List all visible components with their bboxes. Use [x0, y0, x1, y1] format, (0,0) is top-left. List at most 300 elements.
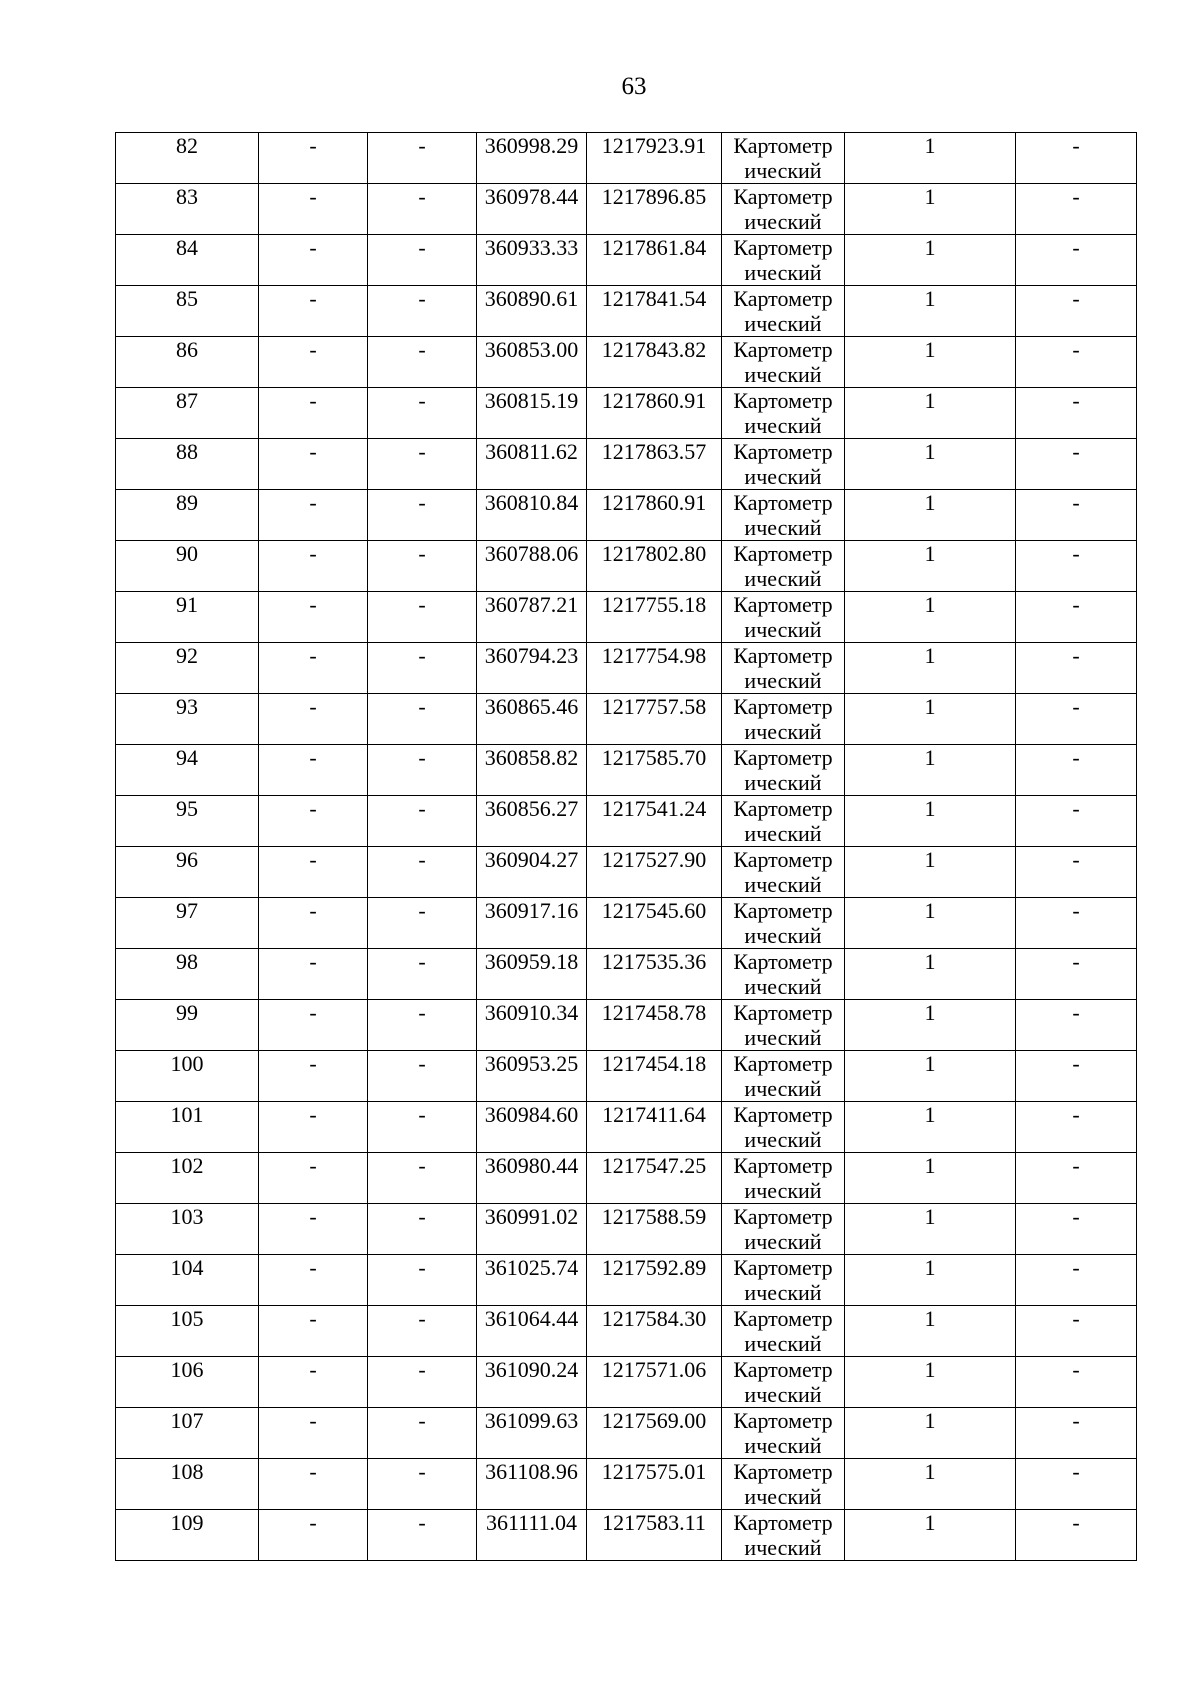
note-cell-text: - [1072, 694, 1080, 719]
accuracy-cell-text: 1 [924, 337, 936, 362]
accuracy-cell [845, 1000, 1016, 1051]
old-y-cell [368, 490, 477, 541]
old-y-cell [368, 235, 477, 286]
table-row [116, 949, 1137, 1000]
point-number-cell-text: 97 [176, 898, 198, 923]
x-coordinate-cell-text: 360984.60 [484, 1102, 579, 1127]
x-coordinate-cell [477, 592, 587, 643]
note-cell-text: - [1072, 286, 1080, 311]
old-x-cell [259, 1255, 368, 1306]
y-coordinate-cell [587, 1204, 722, 1255]
note-cell-text: - [1072, 847, 1080, 872]
accuracy-cell-text: 1 [924, 1357, 936, 1382]
table-row [116, 286, 1137, 337]
y-coordinate-cell-text: 1217860.91 [601, 388, 707, 413]
x-coordinate-cell [477, 796, 587, 847]
point-number-cell [116, 592, 259, 643]
note-cell [1016, 745, 1137, 796]
y-coordinate-cell-text: 1217802.80 [601, 541, 707, 566]
y-coordinate-cell [587, 286, 722, 337]
note-cell [1016, 1102, 1137, 1153]
x-coordinate-cell-text: 361111.04 [485, 1510, 578, 1535]
accuracy-cell-text: 1 [924, 541, 936, 566]
note-cell [1016, 1306, 1137, 1357]
old-x-cell [259, 1153, 368, 1204]
old-x-cell-text: - [309, 694, 317, 719]
method-cell-text: Картометр ический [733, 949, 833, 999]
method-cell [722, 592, 845, 643]
old-x-cell-text: - [309, 490, 317, 515]
y-coordinate-cell [587, 898, 722, 949]
old-x-cell [259, 1510, 368, 1561]
y-coordinate-cell-text: 1217588.59 [601, 1204, 707, 1229]
old-x-cell-text: - [309, 1051, 317, 1076]
method-cell-text: Картометр ический [733, 286, 833, 336]
x-coordinate-cell-text: 360788.06 [484, 541, 579, 566]
accuracy-cell [845, 388, 1016, 439]
y-coordinate-cell [587, 1357, 722, 1408]
point-number-cell [116, 184, 259, 235]
x-coordinate-cell-text: 361099.63 [484, 1408, 579, 1433]
old-y-cell [368, 286, 477, 337]
x-coordinate-cell-text: 361090.24 [484, 1357, 579, 1382]
y-coordinate-cell [587, 592, 722, 643]
method-cell [722, 1102, 845, 1153]
old-y-cell-text: - [418, 1408, 426, 1433]
old-y-cell [368, 1051, 477, 1102]
accuracy-cell-text: 1 [924, 949, 936, 974]
note-cell [1016, 541, 1137, 592]
old-x-cell-text: - [309, 541, 317, 566]
x-coordinate-cell-text: 361108.96 [485, 1459, 578, 1484]
note-cell-text: - [1072, 1510, 1080, 1535]
point-number-cell [116, 1102, 259, 1153]
point-number-cell-text: 107 [170, 1408, 204, 1433]
table-row [116, 1204, 1137, 1255]
old-y-cell [368, 1204, 477, 1255]
method-cell [722, 1459, 845, 1510]
method-cell-text: Картометр ический [733, 1204, 833, 1254]
method-cell [722, 1204, 845, 1255]
note-cell [1016, 286, 1137, 337]
old-x-cell [259, 133, 368, 184]
x-coordinate-cell [477, 133, 587, 184]
point-number-cell-text: 87 [176, 388, 198, 413]
x-coordinate-cell-text: 360811.62 [485, 439, 578, 464]
note-cell-text: - [1072, 439, 1080, 464]
accuracy-cell [845, 1255, 1016, 1306]
note-cell [1016, 388, 1137, 439]
point-number-cell-text: 108 [170, 1459, 204, 1484]
x-coordinate-cell-text: 360980.44 [484, 1153, 579, 1178]
x-coordinate-cell [477, 1510, 587, 1561]
old-y-cell [368, 133, 477, 184]
note-cell [1016, 1204, 1137, 1255]
accuracy-cell [845, 847, 1016, 898]
old-y-cell-text: - [418, 490, 426, 515]
note-cell-text: - [1072, 745, 1080, 770]
method-cell-text: Картометр ический [733, 541, 833, 591]
note-cell-text: - [1072, 1051, 1080, 1076]
y-coordinate-cell [587, 694, 722, 745]
method-cell [722, 745, 845, 796]
accuracy-cell-text: 1 [924, 235, 936, 260]
table-row [116, 439, 1137, 490]
coordinates-table [115, 132, 1137, 1561]
y-coordinate-cell-text: 1217585.70 [601, 745, 707, 770]
accuracy-cell-text: 1 [924, 1051, 936, 1076]
y-coordinate-cell [587, 1459, 722, 1510]
accuracy-cell-text: 1 [924, 1153, 936, 1178]
table-row [116, 1051, 1137, 1102]
old-x-cell [259, 847, 368, 898]
old-y-cell-text: - [418, 388, 426, 413]
method-cell [722, 1000, 845, 1051]
note-cell [1016, 1051, 1137, 1102]
x-coordinate-cell [477, 541, 587, 592]
x-coordinate-cell [477, 745, 587, 796]
point-number-cell [116, 694, 259, 745]
old-y-cell-text: - [418, 1051, 426, 1076]
table-row [116, 337, 1137, 388]
old-y-cell-text: - [418, 796, 426, 821]
accuracy-cell [845, 1306, 1016, 1357]
old-x-cell-text: - [309, 235, 317, 260]
old-y-cell-text: - [418, 643, 426, 668]
y-coordinate-cell-text: 1217571.06 [601, 1357, 707, 1382]
old-y-cell-text: - [418, 1255, 426, 1280]
y-coordinate-cell [587, 235, 722, 286]
accuracy-cell [845, 898, 1016, 949]
old-x-cell-text: - [309, 949, 317, 974]
old-y-cell [368, 1459, 477, 1510]
note-cell-text: - [1072, 1000, 1080, 1025]
table-row [116, 745, 1137, 796]
old-x-cell [259, 1102, 368, 1153]
old-x-cell [259, 541, 368, 592]
point-number-cell-text: 96 [176, 847, 198, 872]
old-x-cell-text: - [309, 1357, 317, 1382]
old-y-cell-text: - [418, 745, 426, 770]
point-number-cell-text: 102 [170, 1153, 204, 1178]
y-coordinate-cell [587, 847, 722, 898]
method-cell-text: Картометр ический [733, 1102, 833, 1152]
point-number-cell [116, 1459, 259, 1510]
old-y-cell-text: - [418, 286, 426, 311]
point-number-cell [116, 439, 259, 490]
accuracy-cell-text: 1 [924, 1510, 936, 1535]
note-cell [1016, 337, 1137, 388]
old-y-cell-text: - [418, 694, 426, 719]
table-row [116, 184, 1137, 235]
point-number-cell [116, 235, 259, 286]
old-y-cell-text: - [418, 337, 426, 362]
y-coordinate-cell-text: 1217757.58 [601, 694, 707, 719]
point-number-cell-text: 83 [176, 184, 198, 209]
accuracy-cell-text: 1 [924, 1408, 936, 1433]
point-number-cell [116, 1000, 259, 1051]
accuracy-cell-text: 1 [924, 796, 936, 821]
point-number-cell [116, 1204, 259, 1255]
accuracy-cell-text: 1 [924, 643, 936, 668]
old-y-cell [368, 1510, 477, 1561]
y-coordinate-cell [587, 133, 722, 184]
y-coordinate-cell-text: 1217754.98 [601, 643, 707, 668]
y-coordinate-cell-text: 1217535.36 [601, 949, 707, 974]
method-cell-text: Картометр ический [733, 1306, 833, 1356]
method-cell-text: Картометр ический [733, 1051, 833, 1101]
y-coordinate-cell [587, 1051, 722, 1102]
table-row [116, 898, 1137, 949]
point-number-cell [116, 1153, 259, 1204]
y-coordinate-cell-text: 1217583.11 [602, 1510, 706, 1535]
note-cell-text: - [1072, 541, 1080, 566]
accuracy-cell-text: 1 [924, 286, 936, 311]
old-x-cell-text: - [309, 1204, 317, 1229]
point-number-cell [116, 1510, 259, 1561]
point-number-cell-text: 85 [176, 286, 198, 311]
note-cell [1016, 439, 1137, 490]
point-number-cell [116, 796, 259, 847]
x-coordinate-cell-text: 360810.84 [484, 490, 579, 515]
x-coordinate-cell [477, 694, 587, 745]
table-row [116, 1153, 1137, 1204]
x-coordinate-cell-text: 360794.23 [484, 643, 579, 668]
old-x-cell-text: - [309, 184, 317, 209]
note-cell-text: - [1072, 796, 1080, 821]
point-number-cell [116, 337, 259, 388]
old-y-cell [368, 1357, 477, 1408]
accuracy-cell-text: 1 [924, 388, 936, 413]
method-cell [722, 286, 845, 337]
note-cell-text: - [1072, 1153, 1080, 1178]
table-row [116, 235, 1137, 286]
table-row [116, 1408, 1137, 1459]
x-coordinate-cell [477, 490, 587, 541]
x-coordinate-cell [477, 1204, 587, 1255]
accuracy-cell [845, 1204, 1016, 1255]
x-coordinate-cell [477, 1000, 587, 1051]
old-x-cell [259, 286, 368, 337]
accuracy-cell-text: 1 [924, 592, 936, 617]
accuracy-cell-text: 1 [924, 1204, 936, 1229]
x-coordinate-cell [477, 643, 587, 694]
old-x-cell-text: - [309, 592, 317, 617]
old-x-cell [259, 1051, 368, 1102]
old-y-cell [368, 1000, 477, 1051]
note-cell-text: - [1072, 1204, 1080, 1229]
x-coordinate-cell-text: 360890.61 [484, 286, 579, 311]
table-row [116, 1510, 1137, 1561]
x-coordinate-cell [477, 847, 587, 898]
point-number-cell [116, 1408, 259, 1459]
accuracy-cell [845, 541, 1016, 592]
x-coordinate-cell [477, 439, 587, 490]
y-coordinate-cell-text: 1217923.91 [601, 133, 707, 158]
accuracy-cell-text: 1 [924, 1102, 936, 1127]
old-y-cell [368, 1306, 477, 1357]
x-coordinate-cell-text: 360815.19 [484, 388, 579, 413]
point-number-cell [116, 898, 259, 949]
y-coordinate-cell [587, 439, 722, 490]
point-number-cell [116, 745, 259, 796]
x-coordinate-cell [477, 1255, 587, 1306]
old-x-cell-text: - [309, 1102, 317, 1127]
old-y-cell [368, 1255, 477, 1306]
old-x-cell-text: - [309, 745, 317, 770]
table-row [116, 541, 1137, 592]
method-cell-text: Картометр ический [733, 592, 833, 642]
note-cell [1016, 1255, 1137, 1306]
old-y-cell [368, 898, 477, 949]
method-cell [722, 235, 845, 286]
accuracy-cell [845, 1102, 1016, 1153]
old-y-cell [368, 643, 477, 694]
method-cell-text: Картометр ический [733, 1357, 833, 1407]
method-cell [722, 694, 845, 745]
x-coordinate-cell [477, 898, 587, 949]
x-coordinate-cell [477, 1459, 587, 1510]
old-y-cell-text: - [418, 847, 426, 872]
method-cell-text: Картометр ический [733, 235, 833, 285]
accuracy-cell [845, 133, 1016, 184]
point-number-cell-text: 91 [176, 592, 198, 617]
note-cell [1016, 133, 1137, 184]
accuracy-cell [845, 1357, 1016, 1408]
y-coordinate-cell [587, 949, 722, 1000]
point-number-cell-text: 89 [176, 490, 198, 515]
point-number-cell [116, 1357, 259, 1408]
old-x-cell [259, 949, 368, 1000]
old-y-cell [368, 1408, 477, 1459]
point-number-cell-text: 103 [170, 1204, 204, 1229]
old-x-cell [259, 1459, 368, 1510]
x-coordinate-cell [477, 286, 587, 337]
old-x-cell [259, 490, 368, 541]
old-x-cell [259, 1000, 368, 1051]
note-cell-text: - [1072, 949, 1080, 974]
accuracy-cell [845, 439, 1016, 490]
y-coordinate-cell-text: 1217863.57 [601, 439, 707, 464]
method-cell-text: Картометр ический [733, 1000, 833, 1050]
y-coordinate-cell-text: 1217575.01 [601, 1459, 707, 1484]
x-coordinate-cell [477, 337, 587, 388]
y-coordinate-cell-text: 1217547.25 [601, 1153, 707, 1178]
note-cell [1016, 235, 1137, 286]
table-row [116, 694, 1137, 745]
note-cell-text: - [1072, 643, 1080, 668]
y-coordinate-cell [587, 541, 722, 592]
method-cell [722, 1153, 845, 1204]
note-cell-text: - [1072, 1102, 1080, 1127]
old-y-cell-text: - [418, 898, 426, 923]
old-x-cell-text: - [309, 847, 317, 872]
table-row [116, 1255, 1137, 1306]
x-coordinate-cell-text: 360910.34 [484, 1000, 579, 1025]
old-y-cell-text: - [418, 1000, 426, 1025]
point-number-cell-text: 82 [176, 133, 198, 158]
x-coordinate-cell-text: 360978.44 [484, 184, 579, 209]
method-cell [722, 1306, 845, 1357]
old-x-cell [259, 796, 368, 847]
method-cell-text: Картометр ический [733, 847, 833, 897]
note-cell [1016, 184, 1137, 235]
old-x-cell [259, 745, 368, 796]
old-y-cell-text: - [418, 1153, 426, 1178]
method-cell-text: Картометр ический [733, 1459, 833, 1509]
table-row [116, 1306, 1137, 1357]
table-row [116, 1357, 1137, 1408]
accuracy-cell-text: 1 [924, 439, 936, 464]
y-coordinate-cell-text: 1217592.89 [601, 1255, 707, 1280]
note-cell [1016, 1000, 1137, 1051]
y-coordinate-cell [587, 388, 722, 439]
y-coordinate-cell [587, 1510, 722, 1561]
y-coordinate-cell-text: 1217841.54 [601, 286, 707, 311]
y-coordinate-cell-text: 1217541.24 [601, 796, 707, 821]
method-cell-text: Картометр ический [733, 796, 833, 846]
coordinates-table-body [116, 133, 1137, 1561]
x-coordinate-cell [477, 1051, 587, 1102]
method-cell [722, 1051, 845, 1102]
y-coordinate-cell [587, 745, 722, 796]
accuracy-cell-text: 1 [924, 1255, 936, 1280]
note-cell-text: - [1072, 1357, 1080, 1382]
x-coordinate-cell-text: 360998.29 [484, 133, 579, 158]
method-cell-text: Картометр ический [733, 184, 833, 234]
method-cell [722, 490, 845, 541]
x-coordinate-cell-text: 360953.25 [484, 1051, 579, 1076]
point-number-cell-text: 101 [170, 1102, 204, 1127]
old-x-cell [259, 388, 368, 439]
old-y-cell [368, 541, 477, 592]
x-coordinate-cell-text: 360917.16 [484, 898, 579, 923]
y-coordinate-cell [587, 1255, 722, 1306]
y-coordinate-cell-text: 1217527.90 [601, 847, 707, 872]
table-row [116, 490, 1137, 541]
old-x-cell-text: - [309, 1255, 317, 1280]
accuracy-cell [845, 592, 1016, 643]
table-row [116, 847, 1137, 898]
method-cell-text: Картометр ический [733, 1510, 833, 1560]
method-cell [722, 184, 845, 235]
old-x-cell-text: - [309, 1408, 317, 1433]
point-number-cell [116, 286, 259, 337]
point-number-cell-text: 93 [176, 694, 198, 719]
accuracy-cell-text: 1 [924, 133, 936, 158]
accuracy-cell-text: 1 [924, 898, 936, 923]
note-cell [1016, 1153, 1137, 1204]
accuracy-cell [845, 286, 1016, 337]
accuracy-cell-text: 1 [924, 184, 936, 209]
x-coordinate-cell [477, 949, 587, 1000]
method-cell [722, 1255, 845, 1306]
note-cell [1016, 1510, 1137, 1561]
old-x-cell-text: - [309, 1000, 317, 1025]
old-y-cell-text: - [418, 133, 426, 158]
note-cell [1016, 949, 1137, 1000]
note-cell-text: - [1072, 1306, 1080, 1331]
old-x-cell-text: - [309, 1306, 317, 1331]
old-x-cell [259, 1306, 368, 1357]
y-coordinate-cell-text: 1217584.30 [601, 1306, 707, 1331]
method-cell-text: Картометр ический [733, 388, 833, 438]
note-cell [1016, 490, 1137, 541]
old-y-cell-text: - [418, 1510, 426, 1535]
point-number-cell [116, 847, 259, 898]
old-x-cell [259, 1408, 368, 1459]
note-cell-text: - [1072, 388, 1080, 413]
